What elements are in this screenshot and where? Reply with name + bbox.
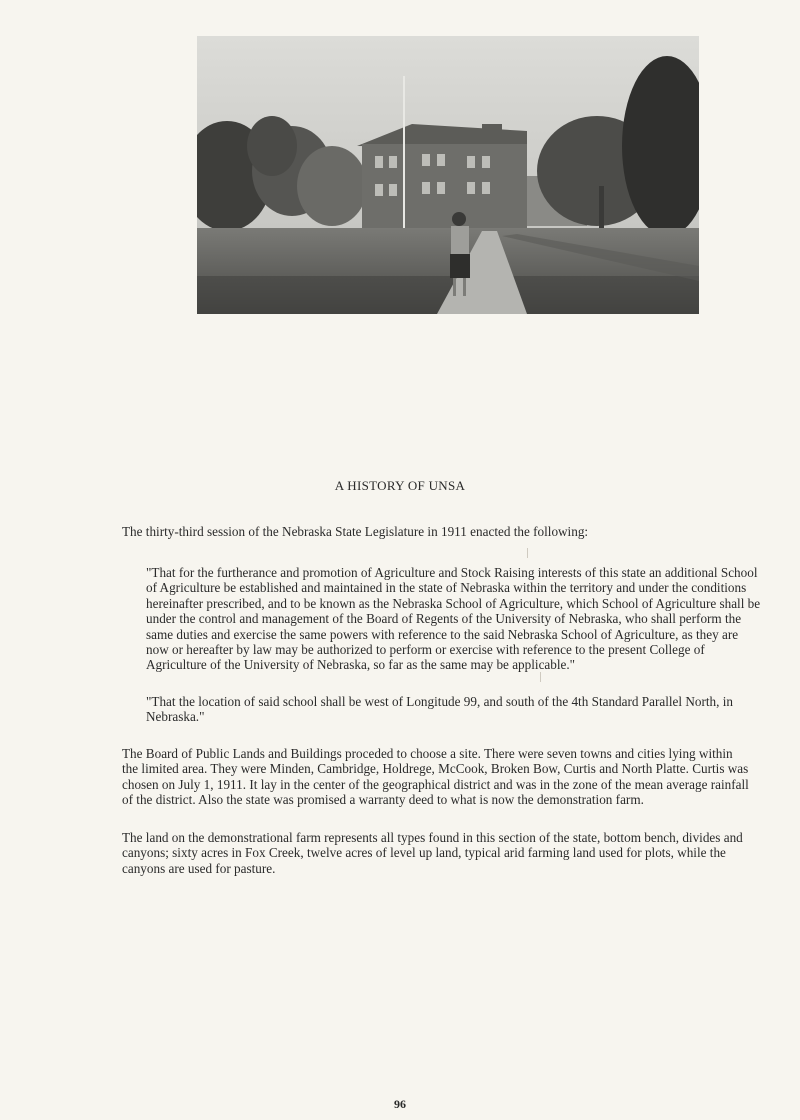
legislation-quote-2: "That the location of said school shall be west of Longitude 99, and south of the 4th Standard Parallel North, in Nebraska.": [146, 694, 733, 725]
legislation-quote-1: "That for the furtherance and promotion of Agriculture and Stock Raising interests of this state an additional School of Agriculture be established and maintained in the state of Nebraska within the territory and under the conditions hereinafter prescribed, and to be known as the Nebraska School of Agriculture, which School of Agriculture shall be under the control and management of the Board of Regents of the University of Nebraska, who shall perform the same duties and exercise the same powers with reference to the said Nebraska School of Agriculture, as they are now or hereafter by law may be authorized to perform or exercise with reference to the present College of Agriculture of the University of Nebraska, so far as the same may be applicable.": [146, 565, 761, 673]
article-title: A HISTORY OF UNSA: [334, 478, 466, 493]
intro-paragraph: The thirty-third session of the Nebraska State Legislature in 1911 enacted the following:: [122, 524, 589, 539]
site-selection-paragraph: The Board of Public Lands and Buildings proceded to choose a site. There were seven towns and cities lying within the limited area. They were Minden, Cambridge, Holdrege, McCook, Broken Bow, Curtis and North Platte. Curtis was chosen on July 1, 1911. It lay in the center of the geographical district and was in the zone of the mean average rainfall of the district. Also the state was promised a warranty deed to what is now the demonstration farm.: [122, 746, 749, 808]
page-number: 96: [394, 1097, 406, 1111]
campus-photo: [197, 36, 699, 314]
scan-mark: [527, 548, 528, 558]
demonstration-farm-paragraph: The land on the demonstrational farm represents all types found in this section of the state, bottom bench, divides and canyons; sixty acres in Fox Creek, twelve acres of level up land, typical arid farming land used for plots, while the canyons are used for pasture.: [122, 830, 743, 876]
scan-mark: [540, 672, 541, 682]
